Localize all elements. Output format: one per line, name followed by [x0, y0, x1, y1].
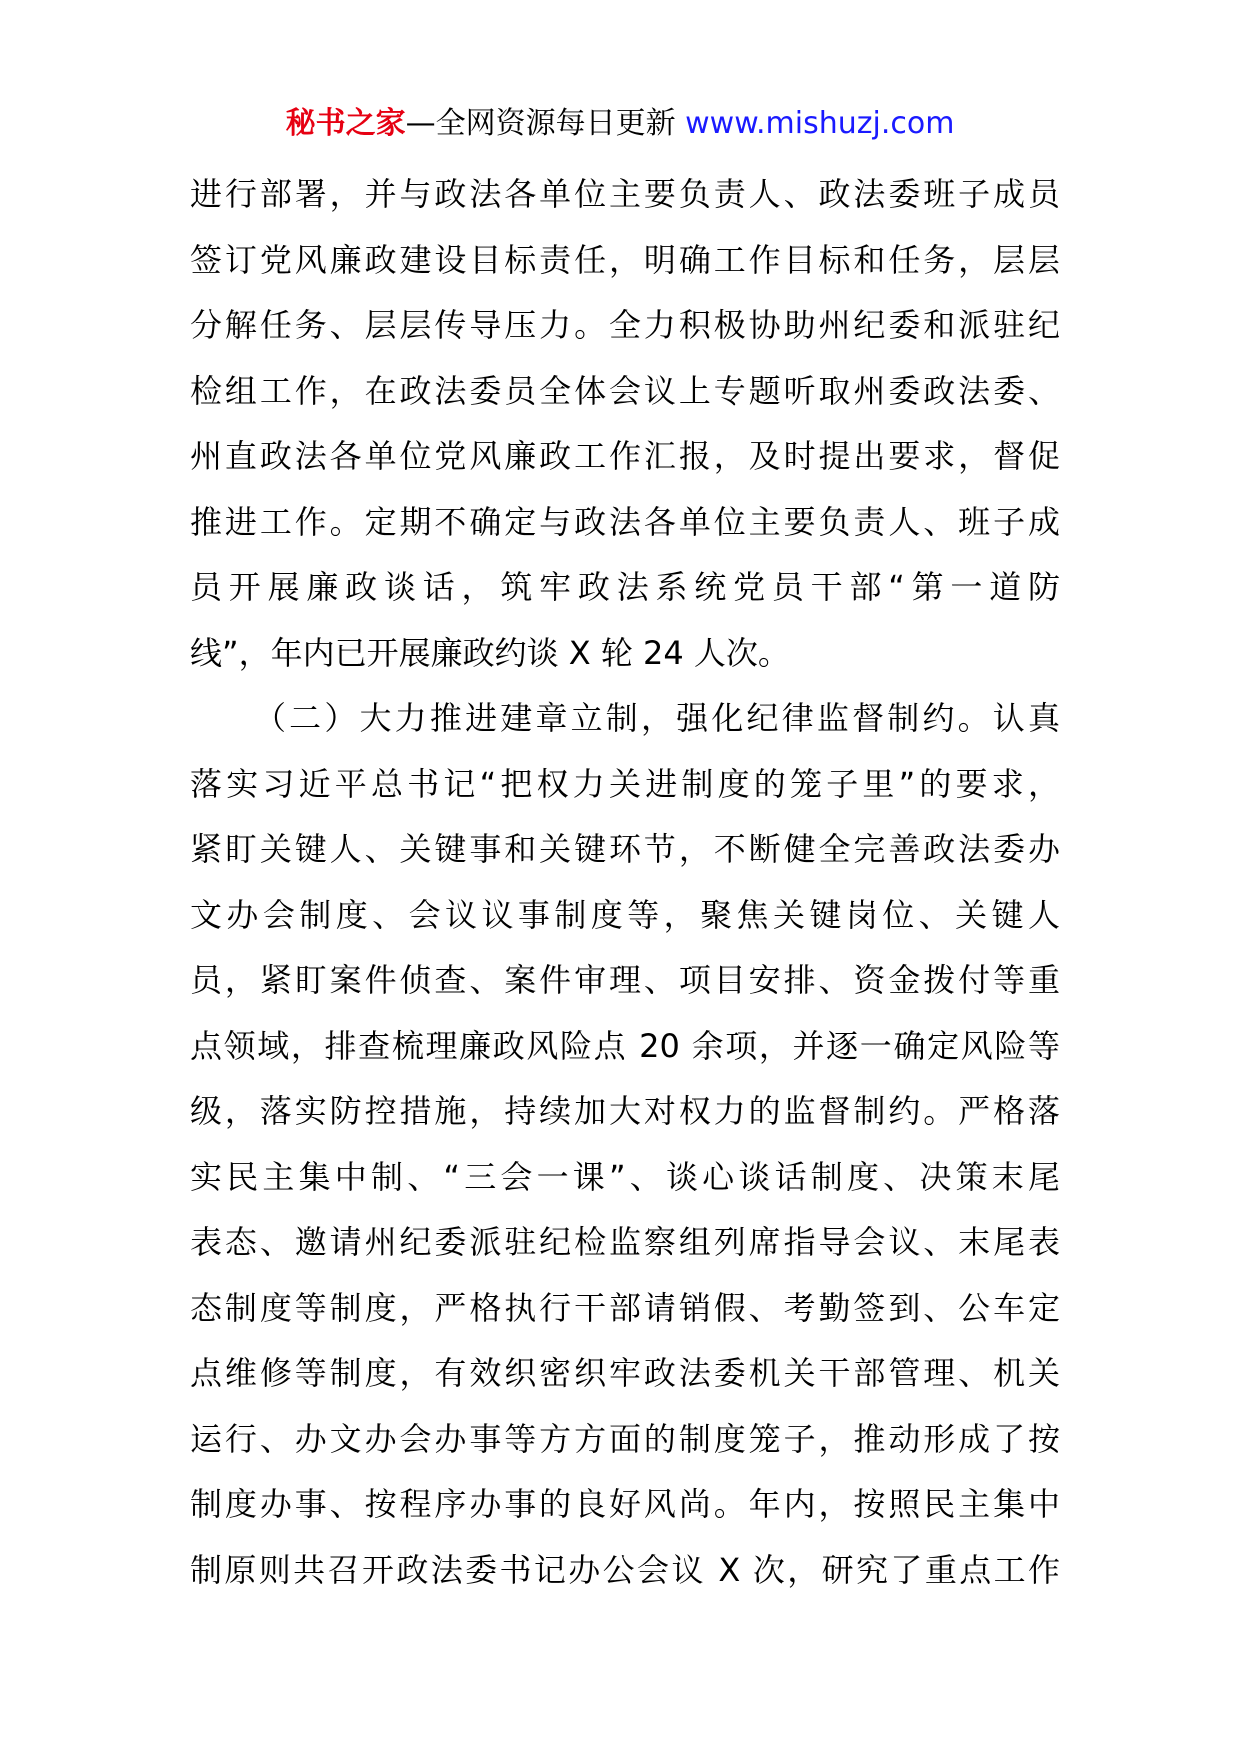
header-url[interactable]: www.mishuzj.com	[685, 106, 955, 141]
body-line: 制原则共召开政法委书记办公会议 X 次，研究了重点工作	[190, 1550, 1060, 1589]
header-slogan: —全网资源每日更新	[405, 106, 686, 141]
body-line: 态制度等制度，严格执行干部请销假、考勤签到、公车定	[190, 1288, 1060, 1327]
body-line: 实民主集中制、“三会一课”、谈心谈话制度、决策末尾	[190, 1157, 1060, 1196]
body-line: 文办会制度、会议议事制度等，聚焦关键岗位、关键人	[190, 895, 1060, 934]
section-heading-line: （二）大力推进建章立制，强化纪律监督制约。认真	[254, 699, 1060, 737]
body-line: 员，紧盯案件侦查、案件审理、项目安排、资金拨付等重	[190, 961, 1060, 999]
body-line: 点维修等制度，有效织密织牢政法委机关干部管理、机关	[190, 1354, 1060, 1392]
brand-name: 秘书之家	[285, 106, 406, 141]
body-line: 点领域，排查梳理廉政风险点 20 余项，并逐一确定风险等	[190, 1026, 1060, 1065]
site-watermark-header	[0, 100, 1240, 148]
body-line: 级，落实防控措施，持续加大对权力的监督制约。严格落	[190, 1092, 1060, 1130]
body-line: 检组工作，在政法委员全体会议上专题听取州委政法委、	[190, 371, 1060, 410]
body-line: 签订党风廉政建设目标责任，明确工作目标和任务，层层	[190, 240, 1060, 279]
body-line: 分解任务、层层传导压力。全力积极协助州纪委和派驻纪	[190, 306, 1060, 344]
body-line: 线”，年内已开展廉政约谈 X 轮 24 人次。	[190, 633, 790, 672]
body-line: 落实习近平总书记“把权力关进制度的笼子里”的要求，	[190, 764, 1060, 803]
body-line: 州直政法各单位党风廉政工作汇报，及时提出要求，督促	[190, 437, 1060, 475]
body-line: 运行、办文办会办事等方方面的制度笼子，推动形成了按	[190, 1419, 1060, 1458]
body-line: 进行部署，并与政法各单位主要负责人、政法委班子成员	[190, 175, 1060, 213]
body-line: 表态、邀请州纪委派驻纪检监察组列席指导会议、末尾表	[190, 1223, 1060, 1261]
body-line: 紧盯关键人、关键事和关键环节，不断健全完善政法委办	[190, 830, 1060, 868]
document-body	[190, 162, 1060, 1603]
body-line: 制度办事、按程序办事的良好风尚。年内，按照民主集中	[190, 1485, 1060, 1523]
body-line: 员开展廉政谈话，筑牢政法系统党员干部“第一道防	[190, 568, 1060, 606]
body-line: 推进工作。定期不确定与政法各单位主要负责人、班子成	[190, 502, 1060, 541]
